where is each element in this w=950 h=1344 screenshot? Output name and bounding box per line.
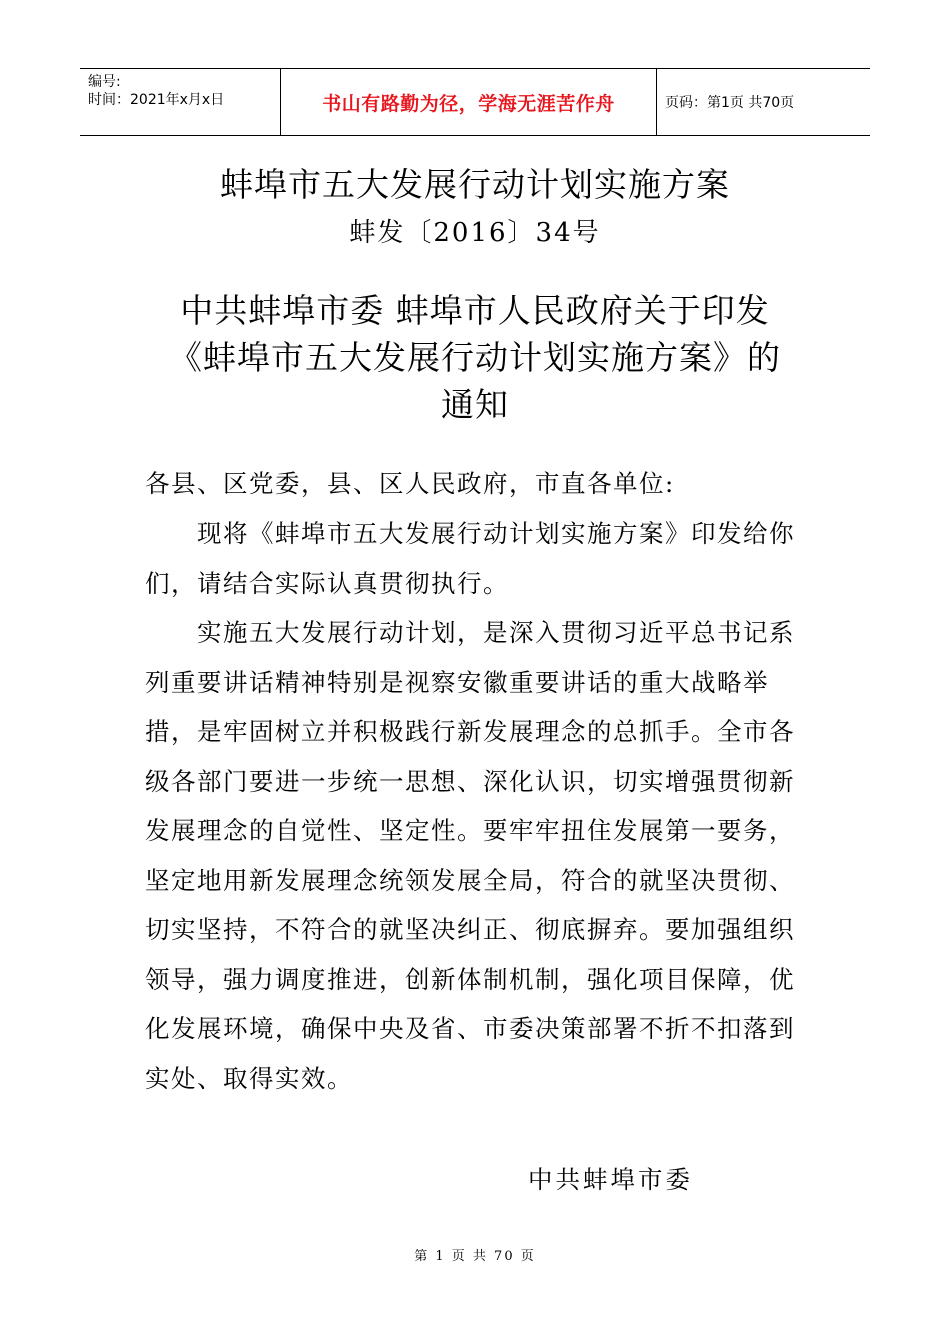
notice-title-line: 中共蚌埠市委 蚌埠市人民政府关于印发 — [180, 291, 770, 330]
document-title: 蚌埠市五大发展行动计划实施方案 — [220, 165, 730, 204]
header-motto-cell — [281, 69, 657, 135]
salutation: 各县、区党委，县、区人民政府，市直各单位: — [145, 469, 675, 498]
number-label: 编号: — [88, 74, 121, 90]
paragraph: 现将《蚌埠市五大发展行动计划实施方案》印发给你们，请结合实际认真贯彻执行。 — [145, 519, 795, 598]
document-header-table — [80, 68, 870, 136]
page-footer: 第 1 页 共 70 页 — [414, 1249, 536, 1264]
header-page-cell — [657, 69, 870, 135]
header-meta-cell — [80, 69, 281, 135]
paragraph: 实施五大发展行动计划，是深入贯彻习近平总书记系列重要讲话精神特别是视察安徽重要讲话的重大战略举措，是牢固树立并积极践行新发展理念的总抓手。全市各级各部门要进一步统一思想、深化认识，切实增强贯彻新发展理念的自觉性、坚定性。要牢牢扭住发展第一要务，坚定地用新发展理念统领发展全局，符合的就坚决贯彻、切实坚持，不符合的就坚决纠正、彻底摒弃。要加强组织领导，强力调度推进，创新体制机制，强化项目保障，优化发展环境，确保中央及省、市委决策部署不折不扣落到实处、取得实效。 — [145, 618, 795, 1093]
motto-text: 书山有路勤为径，学海无涯苦作舟 — [322, 92, 615, 115]
notice-title — [0, 287, 950, 428]
time-label: 时间：2021年x月x日 — [88, 92, 225, 108]
page-info: 页码：第1页 共70页 — [665, 95, 795, 111]
notice-title-line: 通知 — [441, 385, 509, 424]
document-number: 蚌发〔2016〕34号 — [349, 218, 601, 248]
notice-title-line: 《蚌埠市五大发展行动计划实施方案》的 — [169, 338, 781, 377]
signature: 中共蚌埠市委 — [528, 1165, 693, 1194]
